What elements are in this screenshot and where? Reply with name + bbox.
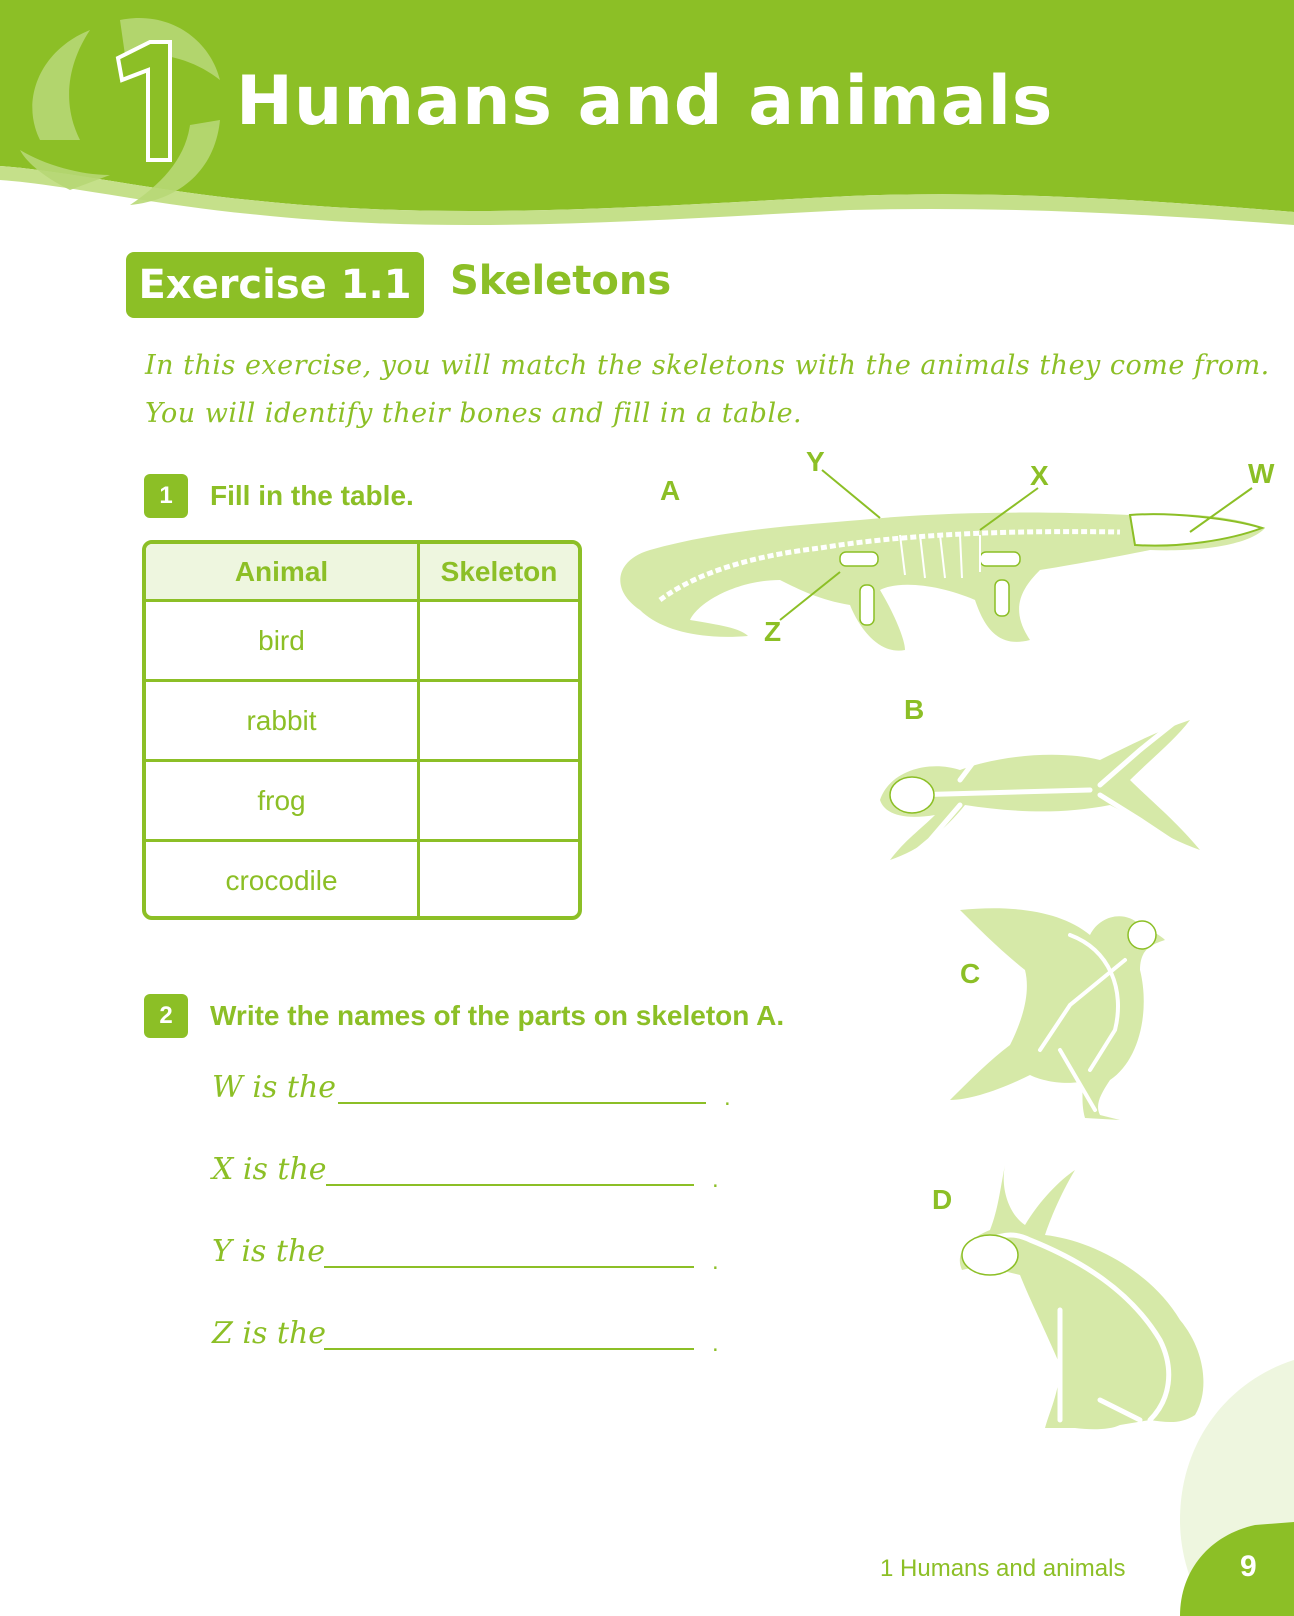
skeleton-label-b: B bbox=[904, 694, 925, 725]
question-2-text: Write the names of the parts on skeleton A. bbox=[210, 1000, 785, 1031]
animal-cell: frog bbox=[257, 784, 306, 816]
chapter-title: Humans and animals bbox=[236, 62, 1054, 141]
exercise-title: Skeletons bbox=[450, 258, 672, 304]
part-label-w: W bbox=[1248, 458, 1275, 489]
footer-chapter-title: 1 Humans and animals bbox=[880, 1555, 1126, 1582]
table-header-skeleton: Skeleton bbox=[440, 555, 558, 587]
question-1-text: Fill in the table. bbox=[210, 480, 414, 511]
answer-label-z: Z is the bbox=[212, 1316, 327, 1351]
answer-label-w: W is the bbox=[212, 1070, 337, 1105]
answer-end-mark: . bbox=[724, 1084, 731, 1111]
question-1-number: 1 bbox=[144, 474, 188, 518]
question-2-number: 2 bbox=[144, 994, 188, 1038]
crocodile-skeleton-icon bbox=[620, 513, 1265, 651]
frog-skeleton-icon bbox=[880, 705, 1200, 865]
bird-skeleton-icon bbox=[950, 908, 1165, 1120]
intro-line-2: You will identify their bones and fill in a table. bbox=[145, 398, 803, 429]
skeleton-label-a: A bbox=[660, 475, 681, 506]
answer-end-mark: . bbox=[712, 1248, 719, 1275]
skeleton-label-c: C bbox=[960, 958, 981, 989]
answer-label-y: Y is the bbox=[212, 1234, 325, 1269]
part-label-y: Y bbox=[806, 446, 825, 477]
skeleton-label-d: D bbox=[932, 1184, 953, 1215]
animal-cell: crocodile bbox=[225, 865, 338, 896]
rabbit-skeleton-icon bbox=[960, 1165, 1204, 1429]
intro-line-1: In this exercise, you will match the skeletons with the animals they come from. bbox=[145, 350, 1270, 381]
part-label-z: Z bbox=[764, 616, 782, 647]
answer-end-mark: . bbox=[712, 1330, 719, 1357]
table-header-animal: Animal bbox=[234, 555, 329, 587]
answer-end-mark: . bbox=[712, 1166, 719, 1193]
part-label-x: X bbox=[1030, 460, 1049, 491]
answer-label-x: X is the bbox=[212, 1152, 327, 1187]
animal-cell: rabbit bbox=[246, 704, 317, 736]
exercise-badge: Exercise 1.1 bbox=[126, 252, 424, 318]
page-number: 9 bbox=[1240, 1550, 1257, 1583]
animal-cell: bird bbox=[258, 624, 305, 656]
